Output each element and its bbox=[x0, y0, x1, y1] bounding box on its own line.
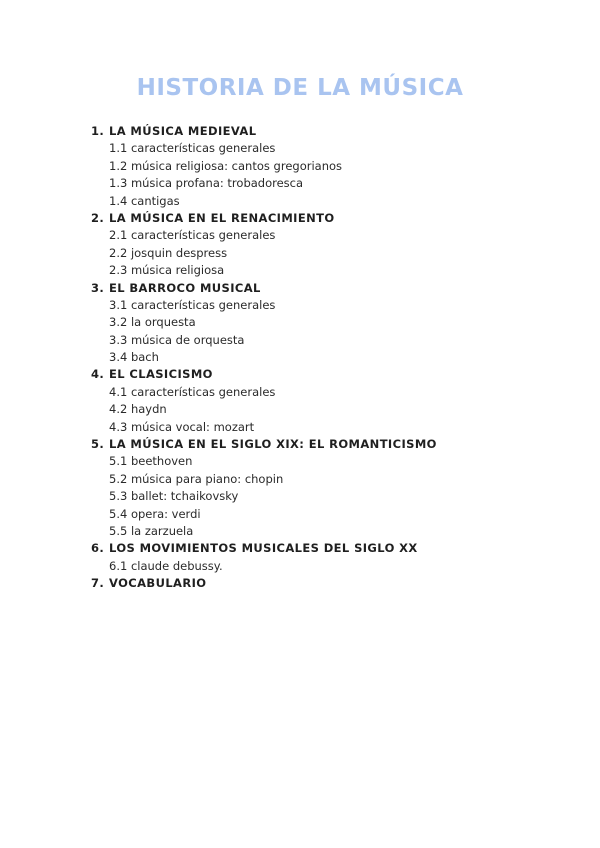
section-clasicismo bbox=[91, 366, 551, 436]
section-medieval bbox=[91, 123, 551, 210]
list-item: 5.2 música para piano: chopin bbox=[109, 471, 284, 486]
section-title: EL CLASICISMO bbox=[109, 367, 213, 382]
section-title: LA MÚSICA MEDIEVAL bbox=[109, 124, 257, 138]
section-title: EL BARROCO MUSICAL bbox=[109, 280, 261, 295]
list-item: 3.3 música de orquesta bbox=[109, 332, 245, 347]
section-number: 3. bbox=[91, 280, 105, 295]
section-heading bbox=[91, 210, 551, 227]
section-title: LA MÚSICA EN EL SIGLO XIX: EL ROMANTICISMO bbox=[109, 437, 437, 452]
section-heading bbox=[91, 366, 551, 383]
section-renacimiento bbox=[91, 210, 551, 280]
list-item: 4.2 haydn bbox=[109, 402, 167, 417]
list-item: 4.1 características generales bbox=[109, 384, 276, 399]
section-heading bbox=[91, 540, 551, 557]
list-item: 2.3 música religiosa bbox=[109, 263, 225, 278]
section-vocabulario bbox=[91, 575, 551, 592]
list-item: 3.2 la orquesta bbox=[109, 315, 196, 330]
list-item: 5.1 beethoven bbox=[109, 454, 193, 469]
section-number: 7. bbox=[91, 576, 105, 591]
section-siglo-xx bbox=[91, 540, 551, 575]
section-number: 5. bbox=[91, 437, 105, 452]
section-heading bbox=[91, 280, 551, 297]
list-item: 5.4 opera: verdi bbox=[109, 506, 201, 521]
list-item: 5.3 ballet: tchaikovsky bbox=[109, 489, 239, 504]
list-item: 4.3 música vocal: mozart bbox=[109, 419, 255, 434]
section-barroco bbox=[91, 280, 551, 367]
section-title: VOCABULARIO bbox=[109, 576, 207, 591]
section-heading bbox=[91, 123, 551, 140]
list-item: 1.2 música religiosa: cantos gregorianos bbox=[109, 158, 343, 173]
section-number: 6. bbox=[91, 541, 105, 556]
section-heading bbox=[91, 436, 551, 453]
section-number: 4. bbox=[91, 367, 105, 382]
list-item: 2.1 características generales bbox=[109, 228, 276, 243]
list-item: 3.4 bach bbox=[109, 350, 159, 365]
list-item: 1.3 música profana: trobadoresca bbox=[109, 176, 304, 191]
section-heading bbox=[91, 575, 551, 592]
list-item: 3.1 características generales bbox=[109, 297, 276, 312]
list-item: 5.5 la zarzuela bbox=[109, 523, 194, 538]
list-item: 1.4 cantigas bbox=[109, 193, 180, 208]
page-title: HISTORIA DE LA MÚSICA bbox=[136, 75, 464, 101]
list-item: 6.1 claude debussy. bbox=[109, 558, 223, 573]
section-title: LOS MOVIMIENTOS MUSICALES DEL SIGLO XX bbox=[109, 541, 418, 556]
section-romanticismo bbox=[91, 436, 551, 540]
list-item: 2.2 josquin despress bbox=[109, 245, 228, 260]
section-number: 1. bbox=[91, 124, 105, 138]
section-title: LA MÚSICA EN EL RENACIMIENTO bbox=[109, 210, 335, 225]
section-number: 2. bbox=[91, 210, 105, 225]
table-of-contents bbox=[91, 123, 551, 593]
list-item: 1.1 características generales bbox=[109, 141, 276, 156]
